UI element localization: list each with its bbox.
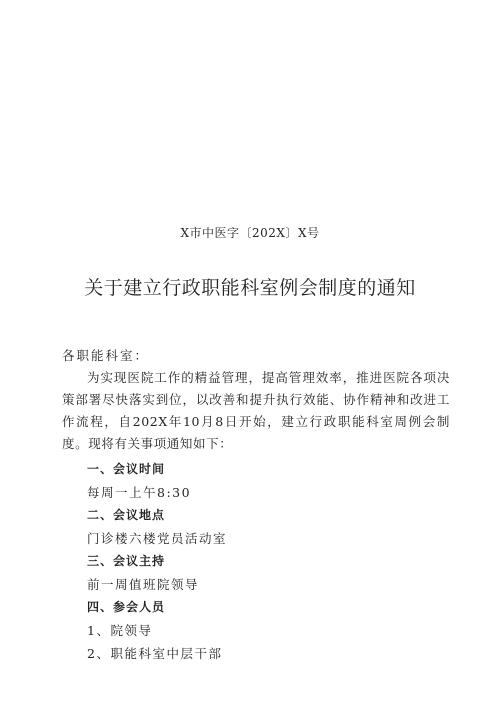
section-heading-host: 三、会议主持 [87,554,166,568]
section-heading-attendees: 四、参会人员 [87,600,166,614]
section-text-time: 每周一上午8:30 [87,485,192,500]
section-text-location: 门诊楼六楼党员活动室 [87,531,228,546]
salutation: 各职能科室： [62,348,150,363]
intro-paragraph: 为实现医院工作的精益管理，提高管理效率，推进医院各项决策部署尽快落实到位，以改善和提升执行效能、协作精神和改进工作流程，自202X年10月8日开始，建立行政职能科室周例会制度。现将有关事项通知如下： [62,370,450,451]
section-heading-time: 一、会议时间 [87,462,166,476]
section-text-host: 前一周值班院领导 [87,577,200,592]
attendee-item: 2、职能科室中层干部 [87,646,223,661]
document-title: 关于建立行政职能科室例会制度的通知 [84,277,416,299]
section-heading-location: 二、会议地点 [87,508,166,522]
notice-items [87,458,447,665]
document-number: X市中医字〔202X〕X号 [180,226,320,240]
attendee-item: 1、院领导 [87,623,153,638]
